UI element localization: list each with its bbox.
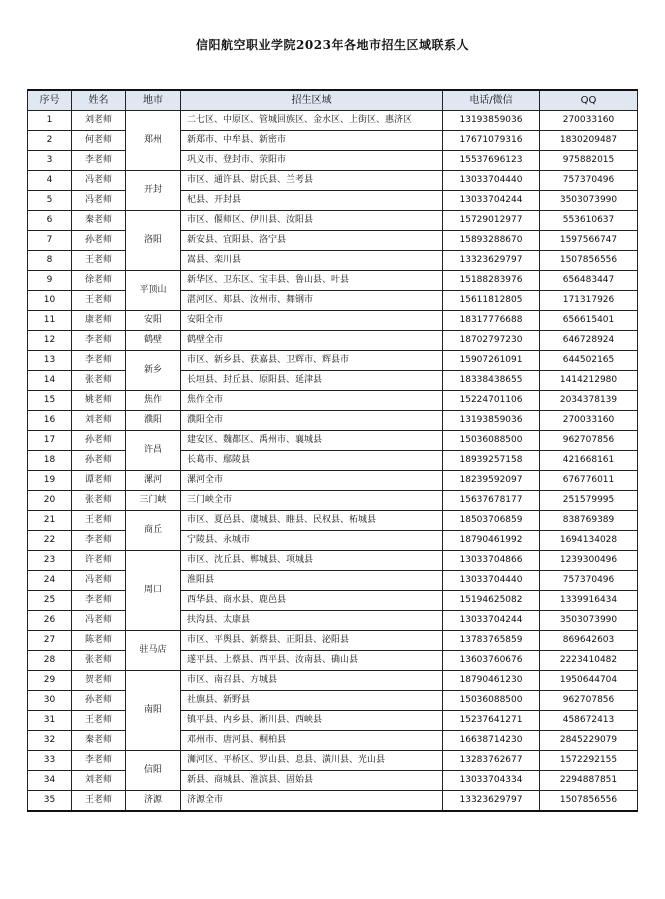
phone-wechat: 18338438655 — [443, 371, 540, 391]
row-number: 32 — [28, 731, 72, 751]
table-row — [28, 491, 638, 511]
row-number: 21 — [28, 511, 72, 531]
phone-wechat: 15893288670 — [443, 231, 540, 251]
city-cell: 周口 — [126, 551, 181, 631]
row-number: 30 — [28, 691, 72, 711]
recruitment-area: 遂平县、上蔡县、西平县、汝南县、确山县 — [181, 651, 443, 671]
phone-wechat: 15224701106 — [443, 391, 540, 411]
recruitment-area: 建安区、魏都区、禹州市、襄城县 — [181, 431, 443, 451]
phone-wechat: 15537696123 — [443, 151, 540, 171]
city-cell: 济源 — [126, 791, 181, 812]
city-cell: 新乡 — [126, 351, 181, 391]
row-number: 4 — [28, 171, 72, 191]
table-row — [28, 591, 638, 611]
recruitment-area: 济源全市 — [181, 791, 443, 812]
phone-wechat: 15729012977 — [443, 211, 540, 231]
recruitment-area: 焦作全市 — [181, 391, 443, 411]
recruitment-area: 镇平县、内乡县、淅川县、西峡县 — [181, 711, 443, 731]
phone-wechat: 15611812805 — [443, 291, 540, 311]
city-cell: 濮阳 — [126, 411, 181, 431]
teacher-name: 许老师 — [72, 551, 126, 571]
contact-table — [27, 89, 638, 812]
phone-wechat: 13033704244 — [443, 611, 540, 631]
table-row — [28, 171, 638, 191]
recruitment-area: 长葛市、鄢陵县 — [181, 451, 443, 471]
header-row — [28, 90, 638, 111]
recruitment-area: 市区、沈丘县、郸城县、项城县 — [181, 551, 443, 571]
phone-wechat: 13033704334 — [443, 771, 540, 791]
phone-wechat: 13033704244 — [443, 191, 540, 211]
row-number: 3 — [28, 151, 72, 171]
qq-number: 251579995 — [540, 491, 638, 511]
phone-wechat: 13033704440 — [443, 171, 540, 191]
qq-number: 171317926 — [540, 291, 638, 311]
phone-wechat: 13033704866 — [443, 551, 540, 571]
table-row — [28, 191, 638, 211]
teacher-name: 徐老师 — [72, 271, 126, 291]
row-number: 11 — [28, 311, 72, 331]
recruitment-area: 二七区、中原区、管城回族区、金水区、上街区、惠济区 — [181, 111, 443, 131]
table-row — [28, 211, 638, 231]
recruitment-area: 安阳全市 — [181, 311, 443, 331]
qq-number: 421668161 — [540, 451, 638, 471]
city-cell: 郑州 — [126, 111, 181, 171]
phone-wechat: 13603760676 — [443, 651, 540, 671]
phone-wechat: 15637678177 — [443, 491, 540, 511]
row-number: 23 — [28, 551, 72, 571]
table-row — [28, 791, 638, 812]
qq-number: 2845229079 — [540, 731, 638, 751]
teacher-name: 王老师 — [72, 291, 126, 311]
qq-number: 1597566747 — [540, 231, 638, 251]
recruitment-area: 市区、新乡县、获嘉县、卫辉市、辉县市 — [181, 351, 443, 371]
qq-number: 1414212980 — [540, 371, 638, 391]
teacher-name: 张老师 — [72, 371, 126, 391]
header-qq: QQ — [540, 90, 638, 111]
teacher-name: 李老师 — [72, 591, 126, 611]
teacher-name: 李老师 — [72, 331, 126, 351]
qq-number: 2223410482 — [540, 651, 638, 671]
table-row — [28, 691, 638, 711]
teacher-name: 冯老师 — [72, 611, 126, 631]
table-row — [28, 431, 638, 451]
teacher-name: 王老师 — [72, 251, 126, 271]
qq-number: 1950644704 — [540, 671, 638, 691]
row-number: 2 — [28, 131, 72, 151]
teacher-name: 冯老师 — [72, 191, 126, 211]
recruitment-area: 新县、商城县、淮滨县、固始县 — [181, 771, 443, 791]
row-number: 25 — [28, 591, 72, 611]
phone-wechat: 13783765859 — [443, 631, 540, 651]
phone-wechat: 13283762677 — [443, 751, 540, 771]
table-row — [28, 151, 638, 171]
recruitment-area: 杞县、开封县 — [181, 191, 443, 211]
qq-number: 270033160 — [540, 111, 638, 131]
teacher-name: 孙老师 — [72, 691, 126, 711]
phone-wechat: 15036088500 — [443, 431, 540, 451]
teacher-name: 李老师 — [72, 151, 126, 171]
qq-number: 553610637 — [540, 211, 638, 231]
teacher-name: 冯老师 — [72, 171, 126, 191]
header-area: 招生区域 — [181, 90, 443, 111]
row-number: 26 — [28, 611, 72, 631]
table-row — [28, 511, 638, 531]
table-row — [28, 531, 638, 551]
recruitment-area: 鹤壁全市 — [181, 331, 443, 351]
recruitment-area: 新华区、卫东区、宝丰县、鲁山县、叶县 — [181, 271, 443, 291]
teacher-name: 秦老师 — [72, 211, 126, 231]
teacher-name: 张老师 — [72, 491, 126, 511]
city-cell: 洛阳 — [126, 211, 181, 271]
qq-number: 1507856556 — [540, 251, 638, 271]
teacher-name: 刘老师 — [72, 111, 126, 131]
teacher-name: 秦老师 — [72, 731, 126, 751]
city-cell: 平顶山 — [126, 271, 181, 311]
row-number: 1 — [28, 111, 72, 131]
table-row — [28, 331, 638, 351]
table-row — [28, 611, 638, 631]
row-number: 24 — [28, 571, 72, 591]
table-row — [28, 731, 638, 751]
city-cell: 鹤壁 — [126, 331, 181, 351]
recruitment-area: 西华县、商水县、鹿邑县 — [181, 591, 443, 611]
table-row — [28, 411, 638, 431]
header-city: 地市 — [126, 90, 181, 111]
row-number: 22 — [28, 531, 72, 551]
qq-number: 962707856 — [540, 691, 638, 711]
qq-number: 2294887851 — [540, 771, 638, 791]
row-number: 8 — [28, 251, 72, 271]
table-row — [28, 571, 638, 591]
recruitment-area: 宁陵县、永城市 — [181, 531, 443, 551]
table-row — [28, 631, 638, 651]
table-row — [28, 291, 638, 311]
row-number: 16 — [28, 411, 72, 431]
recruitment-area: 三门峡全市 — [181, 491, 443, 511]
teacher-name: 张老师 — [72, 651, 126, 671]
row-number: 17 — [28, 431, 72, 451]
recruitment-area: 市区、南召县、方城县 — [181, 671, 443, 691]
qq-number: 1830209487 — [540, 131, 638, 151]
table-row — [28, 311, 638, 331]
qq-number: 838769389 — [540, 511, 638, 531]
qq-number: 1239300496 — [540, 551, 638, 571]
city-cell: 开封 — [126, 171, 181, 211]
recruitment-area: 市区、夏邑县、虞城县、睢县、民权县、柘城县 — [181, 511, 443, 531]
qq-number: 270033160 — [540, 411, 638, 431]
qq-number: 1339916434 — [540, 591, 638, 611]
recruitment-area: 淮阳县 — [181, 571, 443, 591]
city-cell: 商丘 — [126, 511, 181, 551]
page-title: 信阳航空职业学院2023年各地市招生区域联系人 — [196, 38, 469, 52]
recruitment-area: 扶沟县、太康县 — [181, 611, 443, 631]
header-no: 序号 — [28, 90, 72, 111]
recruitment-area: 邓州市、唐河县、桐柏县 — [181, 731, 443, 751]
teacher-name: 王老师 — [72, 511, 126, 531]
city-cell: 三门峡 — [126, 491, 181, 511]
row-number: 27 — [28, 631, 72, 651]
recruitment-area: 湛河区、郏县、汝州市、舞钢市 — [181, 291, 443, 311]
qq-number: 757370496 — [540, 171, 638, 191]
qq-number: 3503073990 — [540, 191, 638, 211]
table-row — [28, 391, 638, 411]
city-cell: 安阳 — [126, 311, 181, 331]
row-number: 31 — [28, 711, 72, 731]
city-cell: 信阳 — [126, 751, 181, 791]
teacher-name: 孙老师 — [72, 231, 126, 251]
recruitment-area: 漯河全市 — [181, 471, 443, 491]
qq-number: 1694134028 — [540, 531, 638, 551]
row-number: 19 — [28, 471, 72, 491]
teacher-name: 康老师 — [72, 311, 126, 331]
phone-wechat: 18317776688 — [443, 311, 540, 331]
phone-wechat: 18702797230 — [443, 331, 540, 351]
teacher-name: 陈老师 — [72, 631, 126, 651]
recruitment-area: 社旗县、新野县 — [181, 691, 443, 711]
phone-wechat: 15237641271 — [443, 711, 540, 731]
teacher-name: 谭老师 — [72, 471, 126, 491]
qq-number: 676776011 — [540, 471, 638, 491]
qq-number: 644502165 — [540, 351, 638, 371]
row-number: 5 — [28, 191, 72, 211]
table-row — [28, 551, 638, 571]
teacher-name: 王老师 — [72, 791, 126, 812]
row-number: 13 — [28, 351, 72, 371]
row-number: 7 — [28, 231, 72, 251]
table-row — [28, 251, 638, 271]
recruitment-area: 巩义市、登封市、荥阳市 — [181, 151, 443, 171]
qq-number: 869642603 — [540, 631, 638, 651]
teacher-name: 孙老师 — [72, 431, 126, 451]
recruitment-area: 浉河区、平桥区、罗山县、息县、潢川县、光山县 — [181, 751, 443, 771]
teacher-name: 李老师 — [72, 351, 126, 371]
header-phone: 电话/微信 — [443, 90, 540, 111]
teacher-name: 李老师 — [72, 751, 126, 771]
phone-wechat: 18239592097 — [443, 471, 540, 491]
phone-wechat: 16638714230 — [443, 731, 540, 751]
phone-wechat: 18790461992 — [443, 531, 540, 551]
phone-wechat: 18939257158 — [443, 451, 540, 471]
table-row — [28, 671, 638, 691]
teacher-name: 贺老师 — [72, 671, 126, 691]
table-row — [28, 451, 638, 471]
row-number: 28 — [28, 651, 72, 671]
row-number: 10 — [28, 291, 72, 311]
teacher-name: 刘老师 — [72, 771, 126, 791]
qq-number: 656615401 — [540, 311, 638, 331]
phone-wechat: 13033704440 — [443, 571, 540, 591]
qq-number: 458672413 — [540, 711, 638, 731]
recruitment-area: 市区、通许县、尉氏县、兰考县 — [181, 171, 443, 191]
recruitment-area: 市区、偃师区、伊川县、汝阳县 — [181, 211, 443, 231]
table-row — [28, 711, 638, 731]
row-number: 18 — [28, 451, 72, 471]
row-number: 35 — [28, 791, 72, 812]
phone-wechat: 15188283976 — [443, 271, 540, 291]
teacher-name: 孙老师 — [72, 451, 126, 471]
qq-number: 757370496 — [540, 571, 638, 591]
table-row — [28, 131, 638, 151]
phone-wechat: 15036088500 — [443, 691, 540, 711]
table-row — [28, 471, 638, 491]
row-number: 12 — [28, 331, 72, 351]
teacher-name: 冯老师 — [72, 571, 126, 591]
phone-wechat: 15194625082 — [443, 591, 540, 611]
phone-wechat: 13323629797 — [443, 251, 540, 271]
city-cell: 驻马店 — [126, 631, 181, 671]
qq-number: 1507856556 — [540, 791, 638, 812]
table-row — [28, 351, 638, 371]
header-name: 姓名 — [72, 90, 126, 111]
city-cell: 焦作 — [126, 391, 181, 411]
teacher-name: 王老师 — [72, 711, 126, 731]
row-number: 34 — [28, 771, 72, 791]
table-row — [28, 651, 638, 671]
qq-number: 975882015 — [540, 151, 638, 171]
city-cell: 许昌 — [126, 431, 181, 471]
phone-wechat: 18790461230 — [443, 671, 540, 691]
phone-wechat: 13193859036 — [443, 111, 540, 131]
city-cell: 漯河 — [126, 471, 181, 491]
recruitment-area: 嵩县、栾川县 — [181, 251, 443, 271]
phone-wechat: 18503706859 — [443, 511, 540, 531]
recruitment-area: 市区、平舆县、新蔡县、正阳县、泌阳县 — [181, 631, 443, 651]
teacher-name: 刘老师 — [72, 411, 126, 431]
qq-number: 646728924 — [540, 331, 638, 351]
recruitment-area: 新安县、宜阳县、洛宁县 — [181, 231, 443, 251]
table-body — [28, 111, 638, 812]
recruitment-area: 长垣县、封丘县、原阳县、延津县 — [181, 371, 443, 391]
row-number: 33 — [28, 751, 72, 771]
qq-number: 3503073990 — [540, 611, 638, 631]
phone-wechat: 15907261091 — [443, 351, 540, 371]
row-number: 20 — [28, 491, 72, 511]
table-row — [28, 371, 638, 391]
qq-number: 962707856 — [540, 431, 638, 451]
phone-wechat: 17671079316 — [443, 131, 540, 151]
row-number: 6 — [28, 211, 72, 231]
row-number: 15 — [28, 391, 72, 411]
row-number: 14 — [28, 371, 72, 391]
recruitment-area: 濮阳全市 — [181, 411, 443, 431]
table-row — [28, 111, 638, 131]
teacher-name: 何老师 — [72, 131, 126, 151]
table-row — [28, 771, 638, 791]
qq-number: 1572292155 — [540, 751, 638, 771]
city-cell: 南阳 — [126, 671, 181, 751]
table-row — [28, 751, 638, 771]
table-row — [28, 231, 638, 251]
row-number: 29 — [28, 671, 72, 691]
qq-number: 2034378139 — [540, 391, 638, 411]
phone-wechat: 13323629797 — [443, 791, 540, 812]
table-row — [28, 271, 638, 291]
teacher-name: 李老师 — [72, 531, 126, 551]
qq-number: 656483447 — [540, 271, 638, 291]
recruitment-area: 新郑市、中牟县、新密市 — [181, 131, 443, 151]
teacher-name: 姚老师 — [72, 391, 126, 411]
phone-wechat: 13193859036 — [443, 411, 540, 431]
row-number: 9 — [28, 271, 72, 291]
